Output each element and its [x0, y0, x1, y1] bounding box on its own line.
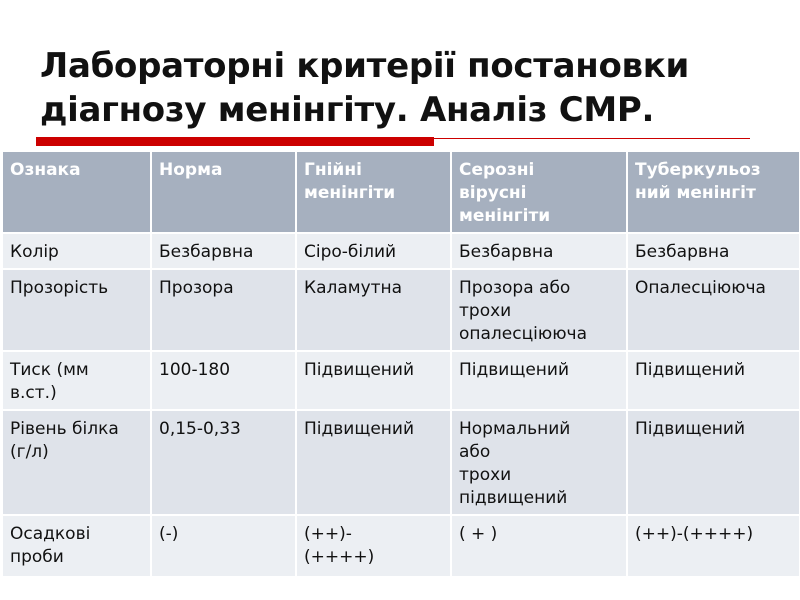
header-cell-serous-viral: Серозні вірусні менінгіти: [451, 151, 627, 233]
table-cell: (++)- (++++): [296, 515, 451, 577]
table-row: [2, 351, 800, 410]
table-cell: Прозорість: [2, 269, 151, 351]
header-cell-tuberculous: Туберкульоз ний менінгіт: [627, 151, 800, 233]
slide-title: [40, 44, 780, 132]
header-cell-sign: Ознака: [2, 151, 151, 233]
table-cell: Сіро-білий: [296, 233, 451, 269]
table-cell: Тиск (мм в.ст.): [2, 351, 151, 410]
table-cell: Безбарвна: [627, 233, 800, 269]
table-cell: Каламутна: [296, 269, 451, 351]
table-cell: Безбарвна: [451, 233, 627, 269]
table-cell: Підвищений: [296, 351, 451, 410]
table-cell: Опалесціююча: [627, 269, 800, 351]
title-underline-thin: [434, 138, 750, 139]
table-cell: Рівень білка (г/л): [2, 410, 151, 515]
table-row: [2, 233, 800, 269]
table-row: [2, 269, 800, 351]
table-cell: (-): [151, 515, 296, 577]
table-cell: Нормальний або трохи підвищений: [451, 410, 627, 515]
table-cell: ( + ): [451, 515, 627, 577]
table-row: [2, 515, 800, 577]
slide-title-line-2: діагнозу менінгіту. Аналіз СМР.: [40, 90, 655, 130]
table-cell: Підвищений: [451, 351, 627, 410]
table-cell: Підвищений: [296, 410, 451, 515]
table-cell: 100-180: [151, 351, 296, 410]
table-cell: Підвищений: [627, 410, 800, 515]
table-cell: Прозора: [151, 269, 296, 351]
table-cell: Підвищений: [627, 351, 800, 410]
table-cell: Прозора або трохи опалесціююча: [451, 269, 627, 351]
table-cell: Колір: [2, 233, 151, 269]
header-cell-norm: Норма: [151, 151, 296, 233]
slide-title-line-1: Лабораторні критерії постановки: [40, 46, 690, 86]
table-cell: Безбарвна: [151, 233, 296, 269]
table-row: [2, 410, 800, 515]
table-cell: 0,15-0,33: [151, 410, 296, 515]
header-cell-purulent: Гнійні менінгіти: [296, 151, 451, 233]
table-header-row: [2, 151, 800, 233]
title-underline-thick: [36, 137, 434, 146]
criteria-table: [1, 150, 800, 578]
table-cell: Осадкові проби: [2, 515, 151, 577]
table-cell: (++)-(++++): [627, 515, 800, 577]
